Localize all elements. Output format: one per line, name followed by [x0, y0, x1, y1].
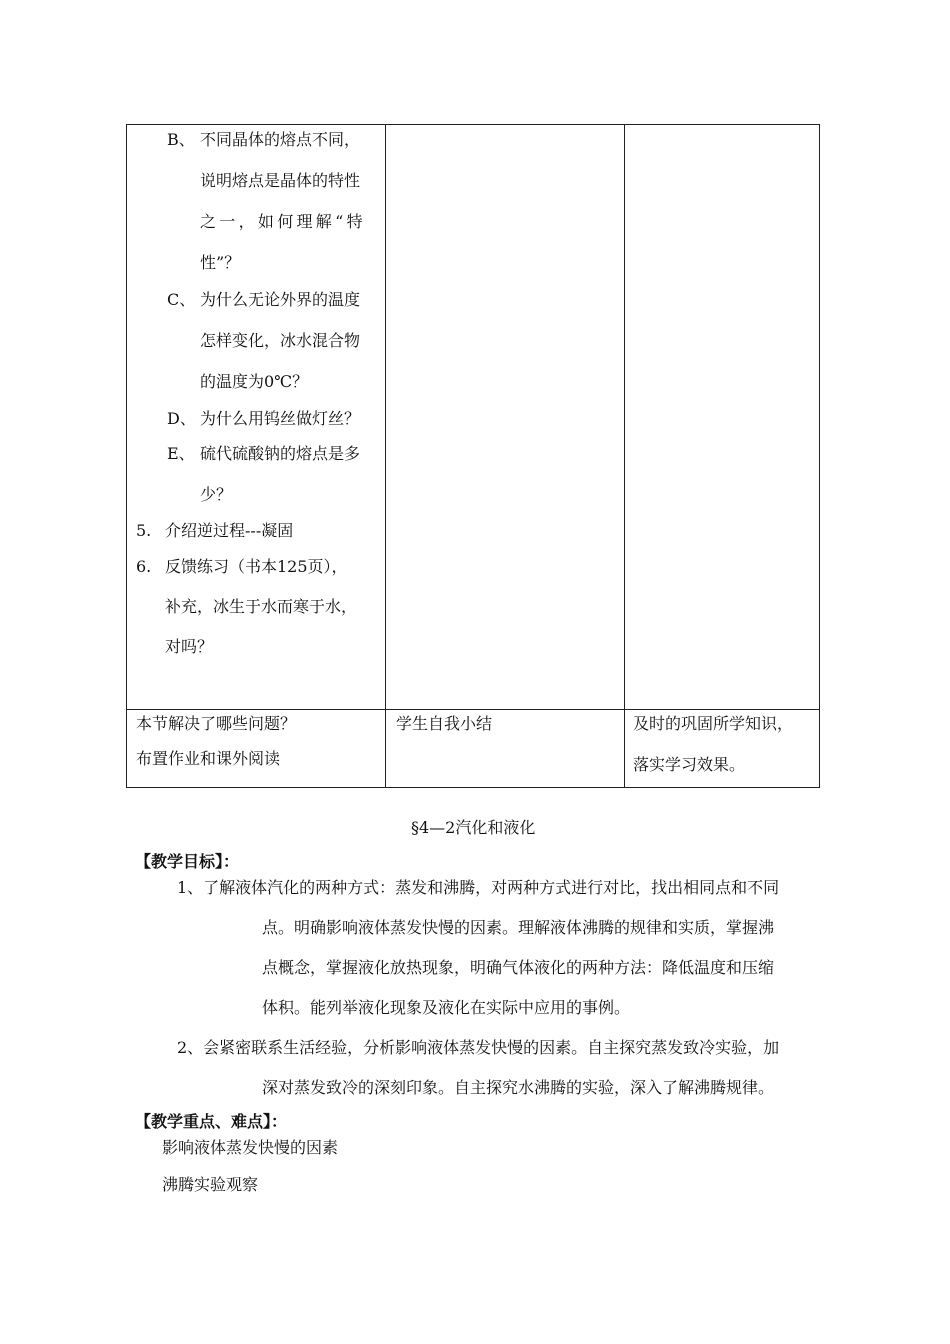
item-c-line: 为什么无论外界的温度	[200, 290, 361, 309]
purpose-text: 及时的巩固所学知识，	[633, 714, 794, 733]
column-divider-1	[385, 125, 386, 787]
item-c-line: 怎样变化，冰水混合物	[200, 331, 361, 350]
key-points-heading: 【教学重点、难点】：	[135, 1112, 288, 1131]
objectives-heading: 【教学目标】：	[135, 852, 240, 871]
column-divider-2	[624, 125, 625, 787]
item-5-text: 介绍逆过程---凝固	[165, 521, 294, 540]
purpose-text: 落实学习效果。	[633, 755, 746, 774]
student-summary: 学生自我小结	[396, 714, 493, 733]
item-c-label: C、	[167, 290, 196, 309]
objective-2-line: 2、会紧密联系生活经验，分析影响液体蒸发快慢的因素。自主探究蒸发致冷实验，加	[177, 1038, 780, 1057]
objective-1-line: 体积。能列举液化现象及液化在实际中应用的事例。	[262, 998, 631, 1017]
homework-text: 布置作业和课外阅读	[136, 749, 281, 768]
item-e-line: 少？	[200, 485, 233, 504]
item-6-number: 6.	[136, 557, 152, 576]
item-c-line: 的温度为0℃？	[200, 372, 309, 391]
lesson-table	[126, 124, 820, 788]
objective-1-line: 点概念，掌握液化放热现象，明确气体液化的两种方法：降低温度和压缩	[262, 958, 775, 977]
row-divider	[127, 709, 819, 710]
item-b-line: 之一，如何理解“特	[200, 212, 366, 231]
item-5-number: 5.	[136, 521, 152, 540]
item-d-label: D、	[167, 409, 196, 428]
item-e-line: 硫代硫酸钠的熔点是多	[200, 444, 361, 463]
section-title: §4—2汽化和液化	[411, 818, 536, 837]
item-6-line: 对吗？	[165, 637, 214, 656]
item-6-line: 反馈练习（书本125页），	[165, 557, 348, 576]
item-d-line: 为什么用钨丝做灯丝？	[200, 409, 361, 428]
key-point-item: 沸腾实验观察	[162, 1175, 259, 1194]
item-6-line: 补充，冰生于水而寒于水，	[165, 597, 358, 616]
objective-1-line: 1、了解液体汽化的两种方式：蒸发和沸腾，对两种方式进行对比，找出相同点和不同	[177, 878, 780, 897]
item-e-label: E、	[167, 444, 195, 463]
item-b-line: 性”？	[200, 253, 241, 272]
item-b-label: B、	[167, 130, 195, 149]
objective-1-line: 点。明确影响液体蒸发快慢的因素。理解液体沸腾的规律和实质，掌握沸	[262, 918, 775, 937]
objective-2-line: 深对蒸发致冷的深刻印象。自主探究水沸腾的实验，深入了解沸腾规律。	[262, 1078, 775, 1097]
item-b-line: 不同晶体的熔点不同，	[200, 130, 361, 149]
item-b-line: 说明熔点是晶体的特性	[200, 171, 361, 190]
summary-question: 本节解决了哪些问题？	[136, 714, 297, 733]
key-point-item: 影响液体蒸发快慢的因素	[162, 1138, 339, 1157]
